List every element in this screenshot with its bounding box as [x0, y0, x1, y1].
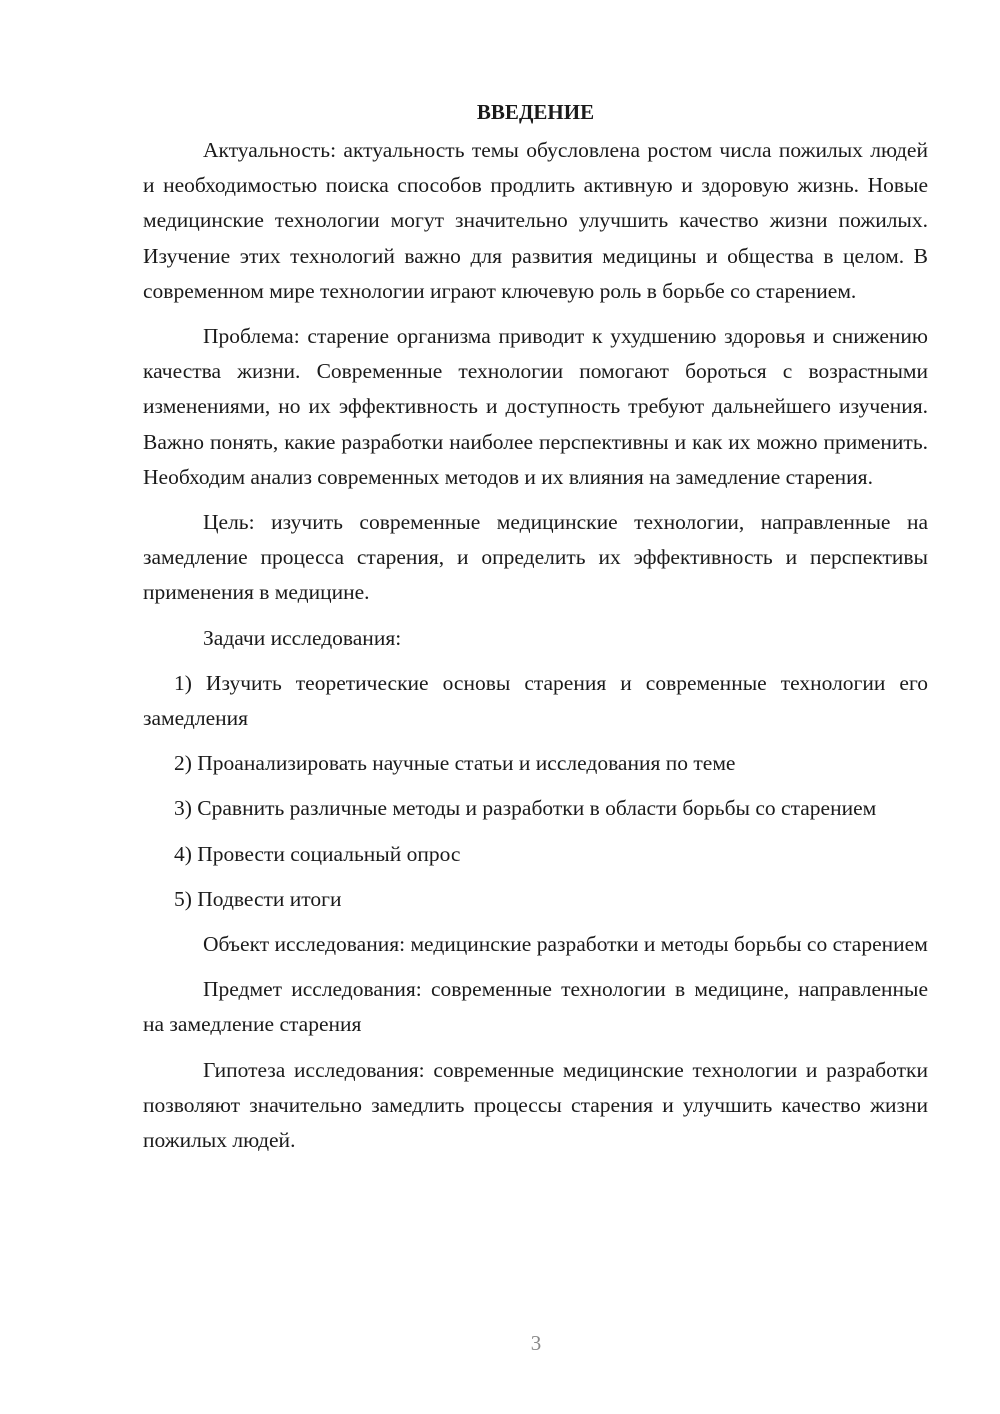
section-title: ВВЕДЕНИЕ — [476, 100, 595, 124]
subject-paragraph: Предмет исследования: современные технологии в медицине, направленные на замедление старения — [143, 977, 928, 1037]
task-item-2: 2) Проанализировать научные статьи и исследования по теме — [174, 751, 736, 776]
task-item-3: 3) Сравнить различные методы и разработки в области борьбы со старением — [174, 796, 877, 821]
task-item-1: 1) Изучить теоретические основы старения и современные технологии его замедления — [143, 670, 928, 731]
hypothesis-paragraph: Гипотеза исследования: современные медицинские технологии и разработки позволяют значительно замедлить процессы старения и улучшить качество жизни пожилых людей. — [143, 1057, 928, 1153]
page-number: 3 — [530, 1331, 542, 1355]
goal-paragraph: Цель: изучить современные медицинские технологии, направленные на замедление процесса старения, и определить их эффективность и перспективы применения в медицине. — [143, 510, 928, 605]
problem-paragraph: Проблема: старение организма приводит к ухудшению здоровья и снижению качества жизни. Современные технологии помогают бороться с возрастными изменениями, но их эффективность и доступность требуют дальнейшего изучения. Важно понять, какие разработки наиболее перспективны и как их можно применить. Необходим анализ современных методов и их влияния на замедление старения. — [143, 324, 928, 489]
tasks-heading: Задачи исследования: — [203, 625, 402, 650]
task-item-5: 5) Подвести итоги — [174, 886, 342, 911]
object-paragraph: Объект исследования: медицинские разработки и методы борьбы со старением — [203, 932, 928, 957]
relevance-paragraph: Актуальность: актуальность темы обусловлена ростом числа пожилых людей и необходимостью поиска способов продлить активную и здоровую жизнь. Новые медицинские технологии могут значительно улучшить качество жизни пожилых. Изучение этих технологий важно для развития медицины и общества в целом. В современном мире технологии играют ключевую роль в борьбе со старением. — [143, 138, 928, 303]
document-page — [143, 93, 928, 1158]
task-item-4: 4) Провести социальный опрос — [174, 841, 461, 866]
